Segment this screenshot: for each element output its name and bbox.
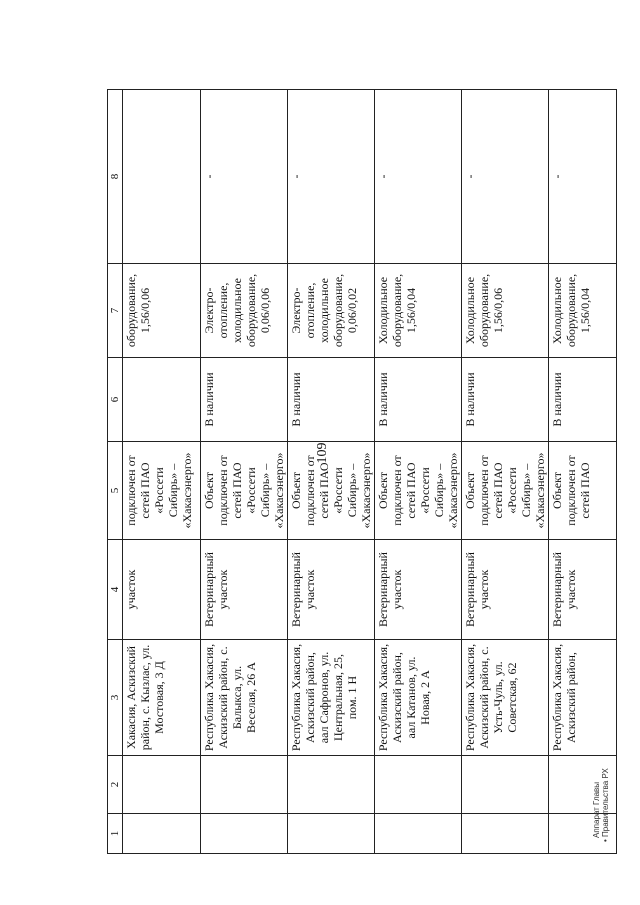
table-cell-col-8: - [288, 90, 375, 264]
table-cell-col-1 [201, 814, 288, 854]
header-cell-7: 7 [108, 264, 123, 358]
table-row [462, 90, 549, 854]
rotated-table-container [107, 90, 592, 854]
table-cell-col-4: Ветеринарный участок [549, 540, 617, 640]
table-cell-col-7: Электро-отопление, холодильное оборудование, 0,06/0,02 [288, 264, 375, 358]
table-cell-col-4: участок [123, 540, 201, 640]
table-cell-col-8: - [462, 90, 549, 264]
header-cell-4: 4 [108, 540, 123, 640]
header-cell-6: 6 [108, 358, 123, 442]
table-row [288, 90, 375, 854]
table-cell-col-5: Объект подключен от сетей ПАО «Россети Сибирь» – «Хакасэнерго» [201, 442, 288, 540]
table-cell-col-2 [201, 756, 288, 814]
table-cell-col-4: Ветеринарный участок [201, 540, 288, 640]
table-cell-col-7: Холодильное оборудование, 1,56/0,04 [549, 264, 617, 358]
table-cell-col-3: Республика Хакасия, Аскизский район, с. Усть-Чуль, ул. Советская, 62 [462, 640, 549, 756]
header-cell-1: 1 [108, 814, 123, 854]
table-cell-col-3: Республика Хакасия, Аскизский район, аал Сафронов, ул. Центральная, 25, пом. 1 Н [288, 640, 375, 756]
table-cell-col-3: Хакасия, Аскизский район, с. Кызлас, ул. Мостовая, 3 Д [123, 640, 201, 756]
footer-stamp [592, 768, 610, 842]
table-cell-col-2 [123, 756, 201, 814]
table-cell-col-1 [288, 814, 375, 854]
table-cell-col-2 [462, 756, 549, 814]
table-row [201, 90, 288, 854]
table-cell-col-6: В наличии [462, 358, 549, 442]
table-row [549, 90, 617, 854]
table-cell-col-4: Ветеринарный участок [462, 540, 549, 640]
table-cell-col-2 [375, 756, 462, 814]
table-cell-col-1 [462, 814, 549, 854]
table-cell-col-8: - [201, 90, 288, 264]
table-cell-col-3: Республика Хакасия, Аскизский район, [549, 640, 617, 756]
table-cell-col-7: Холодильное оборудование, 1,56/0,04 [375, 264, 462, 358]
table-cell-col-5: Объект подключен от сетей ПАО «Россети Сибирь» – «Хакасэнерго» [375, 442, 462, 540]
table-cell-col-6: В наличии [549, 358, 617, 442]
table-cell-col-6: В наличии [375, 358, 462, 442]
table-cell-col-2 [288, 756, 375, 814]
table-cell-col-6: В наличии [201, 358, 288, 442]
table-cell-col-8 [123, 90, 201, 264]
header-cell-5: 5 [108, 442, 123, 540]
page-number: 109 [315, 442, 330, 464]
table-cell-col-5: подключен от сетей ПАО «Россети Сибирь» – «Хакасэнерго» [123, 442, 201, 540]
table-cell-col-1 [123, 814, 201, 854]
table-row [375, 90, 462, 854]
table-cell-col-5: Объект подключен от сетей ПАО «Россети Сибирь» – «Хакасэнерго» [462, 442, 549, 540]
table-cell-col-7: оборудование, 1,56/0,06 [123, 264, 201, 358]
table-cell-col-1 [375, 814, 462, 854]
table-cell-col-8: - [549, 90, 617, 264]
footer-line-2: • Правительства РХ [601, 768, 610, 842]
header-cell-2: 2 [108, 756, 123, 814]
table-cell-col-3: Республика Хакасия, Аскизский район, аал Катанов, ул. Новая, 2 А [375, 640, 462, 756]
header-row [108, 90, 123, 854]
header-cell-3: 3 [108, 640, 123, 756]
table-cell-col-4: Ветеринарный участок [375, 540, 462, 640]
table-cell-col-4: Ветеринарный участок [288, 540, 375, 640]
table-cell-col-5: Объект подключен от сетей ПАО [549, 442, 617, 540]
table-cell-col-6: В наличии [288, 358, 375, 442]
table-cell-col-6 [123, 358, 201, 442]
table-cell-col-7: Холодильное оборудование, 1,56/0,06 [462, 264, 549, 358]
table-body [108, 90, 617, 854]
table-row [123, 90, 201, 854]
header-cell-8: 8 [108, 90, 123, 264]
table-cell-col-8: - [375, 90, 462, 264]
table-cell-col-7: Электро-отопление, холодильное оборудование, 0,06/0,06 [201, 264, 288, 358]
table-cell-col-5: Объект подключен от сетей ПАО «Россети Сибирь» – «Хакасэнерго» [288, 442, 375, 540]
data-table [107, 89, 617, 854]
table-cell-col-3: Республика Хакасия, Аскизский район, с. Балыкса, ул. Веселая, 26 А [201, 640, 288, 756]
footer-line-1: Аппарат Главы [592, 781, 601, 838]
